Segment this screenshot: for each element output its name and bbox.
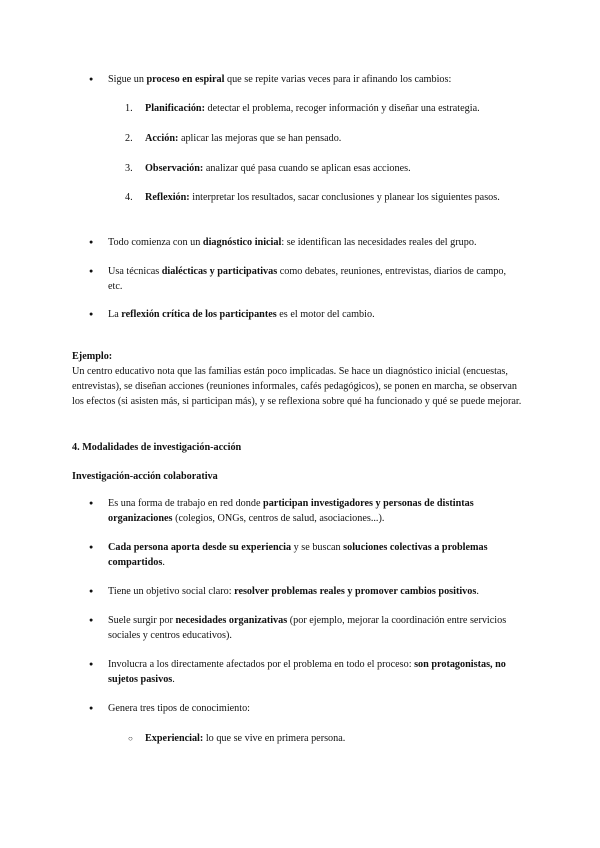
step-reflexion: 4. Reflexión: interpretar los resultados, sacar conclusiones y planear los siguientes pasos. [125,192,500,203]
step-accion: 2. Acción: aplicar las mejoras que se han pensado. [125,133,342,144]
bullet-conocimiento: ● Genera tres tipos de conocimiento: [108,701,528,716]
example-text: Un centro educativo nota que las familias están poco implicadas. Se hace un diagnóstico inicial (encuestas, entrevistas), se diseñan acciones (reuniones informales, cafés pedagógicos), se ponen en marcha, se observan los efectos (si asisten más, si participan más), y se reflexiona sobre qué ha funcionado y qué se puede mejorar. [72,366,522,407]
step-observacion: 3. Observación: analizar qué pasa cuando se aplican esas acciones. [125,163,411,174]
bullet-necesidades: ● Suele surgir por necesidades organizativas (por ejemplo, mejorar la coordinación entre servicios sociales y centros educativos). [108,613,528,643]
example-heading: Ejemplo: [72,351,113,362]
bullet-diagnostico: ● Todo comienza con un diagnóstico inicial: se identifican las necesidades reales del grupo. [108,235,528,250]
bullet-tecnicas: ● Usa técnicas dialécticas y participativas como debates, reuniones, entrevistas, diarios de campo, etc. [108,264,513,294]
bullet-cada-persona: ● Cada persona aporta desde su experiencia y se buscan soluciones colectivas a problemas compartidos. [108,540,528,570]
bullet-objetivo-social: ● Tiene un objetivo social claro: resolver problemas reales y promover cambios positivos. [108,584,533,599]
subbullet-experiencial: ○ Experiencial: lo que se vive en primera persona. [145,731,525,746]
bullet-reflexion-critica: ● La reflexión crítica de los participantes es el motor del cambio. [108,307,528,322]
subsection-heading: Investigación-acción colaborativa [72,471,218,482]
bullet-spiral-process: ● Sigue un proceso en espiral que se repite varias veces para ir afinando los cambios: [108,72,528,87]
bullet-trabajo-red: ● Es una forma de trabajo en red donde participan investigadores y personas de distintas organizaciones (colegios, ONGs, centros de salud, asociaciones...). [108,496,528,526]
bullet-involucra: ● Involucra a los directamente afectados por el problema en todo el proceso: son protagonistas, no sujetos pasivos. [108,657,533,687]
step-planificacion: 1. Planificación: detectar el problema, recoger información y diseñar una estrategia. [125,103,480,114]
section-heading: 4. Modalidades de investigación-acción [72,442,242,453]
example-block [72,349,527,409]
